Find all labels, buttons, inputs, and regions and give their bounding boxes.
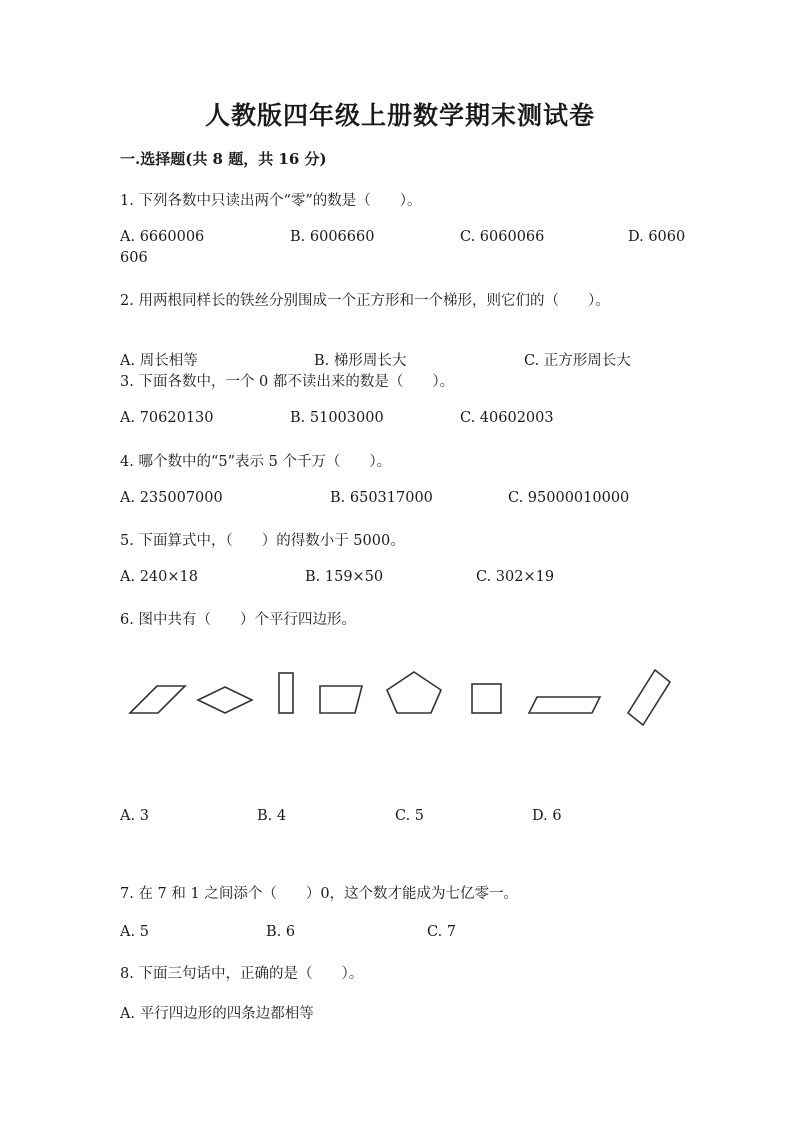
- question-6-option-b[interactable]: B. 4: [257, 808, 287, 824]
- question-3-stem: 3. 下面各数中，一个 0 都不读出来的数是（ ）。: [120, 374, 455, 390]
- question-7-option-a[interactable]: A. 5: [120, 924, 149, 940]
- question-6-option-d[interactable]: D. 6: [532, 808, 562, 824]
- shape-trapezoid: [320, 686, 362, 713]
- shape-pentagon: [387, 672, 441, 713]
- question-4-option-c[interactable]: C. 95000010000: [508, 490, 630, 506]
- question-1-option-c[interactable]: C. 6060066: [460, 229, 545, 245]
- question-5-option-a[interactable]: A. 240×18: [120, 569, 198, 585]
- question-8-option-a[interactable]: A. 平行四边形的四条边都相等: [120, 1006, 314, 1022]
- question-3-option-b[interactable]: B. 51003000: [290, 410, 384, 426]
- question-1-option-a[interactable]: A. 6660006: [120, 229, 205, 245]
- question-7-option-c[interactable]: C. 7: [427, 924, 457, 940]
- question-3-option-c[interactable]: C. 40602003: [460, 410, 554, 426]
- question-4-option-a[interactable]: A. 235007000: [120, 490, 223, 506]
- page-title: 人教版四年级上册数学期末测试卷: [204, 101, 595, 130]
- question-5-option-c[interactable]: C. 302×19: [476, 569, 555, 585]
- shape-rectangle-tilted: [628, 670, 670, 725]
- question-2-option-c[interactable]: C. 正方形周长大: [524, 353, 631, 369]
- question-6-option-a[interactable]: A. 3: [120, 808, 149, 824]
- shape-rhombus: [198, 687, 252, 713]
- question-4-stem: 4. 哪个数中的“5”表示 5 个千万（ ）。: [120, 454, 392, 470]
- shape-square: [472, 684, 501, 713]
- question-2-stem: 2. 用两根同样长的铁丝分别围成一个正方形和一个梯形，则它们的（ ）。: [120, 293, 610, 309]
- question-2-option-b[interactable]: B. 梯形周长大: [314, 353, 407, 369]
- question-4-option-b[interactable]: B. 650317000: [330, 490, 433, 506]
- question-6-option-c[interactable]: C. 5: [395, 808, 425, 824]
- question-8-stem: 8. 下面三句话中，正确的是（ ）。: [120, 966, 364, 982]
- question-1-option-b[interactable]: B. 6006660: [290, 229, 375, 245]
- question-5-option-b[interactable]: B. 159×50: [305, 569, 384, 585]
- shape-parallelogram-2: [529, 697, 600, 713]
- question-1-option-d-wrap: 606: [120, 250, 148, 266]
- question-5-stem: 5. 下面算式中，（ ）的得数小于 5000。: [120, 533, 405, 549]
- question-1-stem: 1. 下列各数中只读出两个“零”的数是（ ）。: [120, 193, 422, 209]
- question-2-option-a[interactable]: A. 周长相等: [120, 353, 198, 369]
- shape-parallelogram-1: [130, 686, 185, 713]
- question-3-option-a[interactable]: A. 70620130: [120, 410, 214, 426]
- shape-rectangle-tall: [279, 673, 293, 713]
- question-7-stem: 7. 在 7 和 1 之间添个（ ）0，这个数才能成为七亿零一。: [120, 886, 519, 902]
- question-6-stem: 6. 图中共有（ ）个平行四边形。: [120, 612, 356, 628]
- question-1-option-d[interactable]: D. 6060: [628, 229, 686, 245]
- section-header: 一.选择题(共 8 题，共 16 分): [120, 150, 327, 168]
- question-7-option-b[interactable]: B. 6: [266, 924, 296, 940]
